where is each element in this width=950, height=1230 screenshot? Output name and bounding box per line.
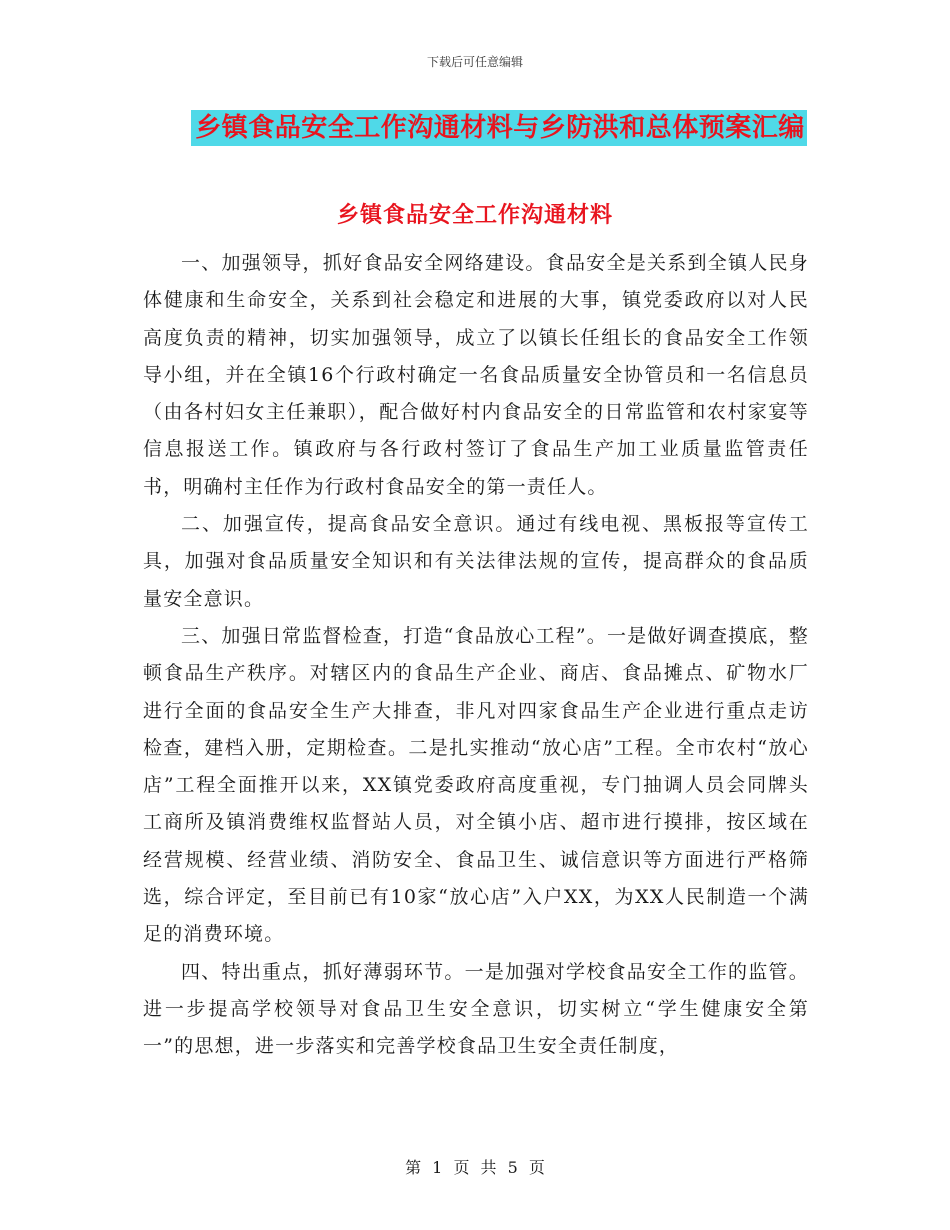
document-title-container — [0, 110, 950, 146]
paragraph-4: 四、特出重点，抓好薄弱环节。一是加强对学校食品安全工作的监管。进一步提高学校领导对食品卫生安全意识，切实树立“学生健康安全第一”的思想，进一步落实和完善学校食品卫生安全责任制度， — [143, 960, 809, 1058]
document-body — [143, 245, 809, 1066]
paragraph-2: 二、加强宣传，提高食品安全意识。通过有线电视、黑板报等宣传工具，加强对食品质量安全知识和有关法律法规的宣传，提高群众的食品质量安全意识。 — [143, 513, 809, 610]
document-title: 乡镇食品安全工作沟通材料与乡防洪和总体预案汇编 — [191, 110, 807, 146]
paragraph-3: 三、加强日常监督检查，打造“食品放心工程”。一是做好调查摸底，整顿食品生产秩序。对辖区内的食品生产企业、商店、食品摊点、矿物水厂进行全面的食品安全生产大排查，非凡对四家食品生产企业进行重点走访检查，建档入册，定期检查。二是扎实推动“放心店”工程。全市农村“放心店”工程全面推开以来，XX镇党委政府高度重视，专门抽调人员会同牌头工商所及镇消费维权监督站人员，对全镇小店、超市进行摸排，按区域在经营规模、经营业绩、消防安全、食品卫生、诚信意识等方面进行严格筛选，综合评定，至目前已有10家“放心店”入户XX，为XX人民制造一个满足的消费环境。 — [143, 624, 809, 946]
section-title: 乡镇食品安全工作沟通材料 — [336, 203, 613, 228]
page-number-footer: 第 1 页 共 5 页 — [405, 1158, 545, 1177]
page-header-note: 下载后可任意编辑 — [426, 55, 523, 69]
paragraph-1: 一、加强领导，抓好食品安全网络建设。食品安全是关系到全镇人民身体健康和生命安全，关系到社会稳定和进展的大事，镇党委政府以对人民高度负责的精神，切实加强领导，成立了以镇长任组长的食品安全工作领导小组，并在全镇16个行政村确定一名食品质量安全协管员和一名信息员（由各村妇女主任兼职），配合做好村内食品安全的日常监管和农村家宴等信息报送工作。镇政府与各行政村签订了食品生产加工业质量监管责任书，明确村主任作为行政村食品安全的第一责任人。 — [143, 252, 809, 498]
